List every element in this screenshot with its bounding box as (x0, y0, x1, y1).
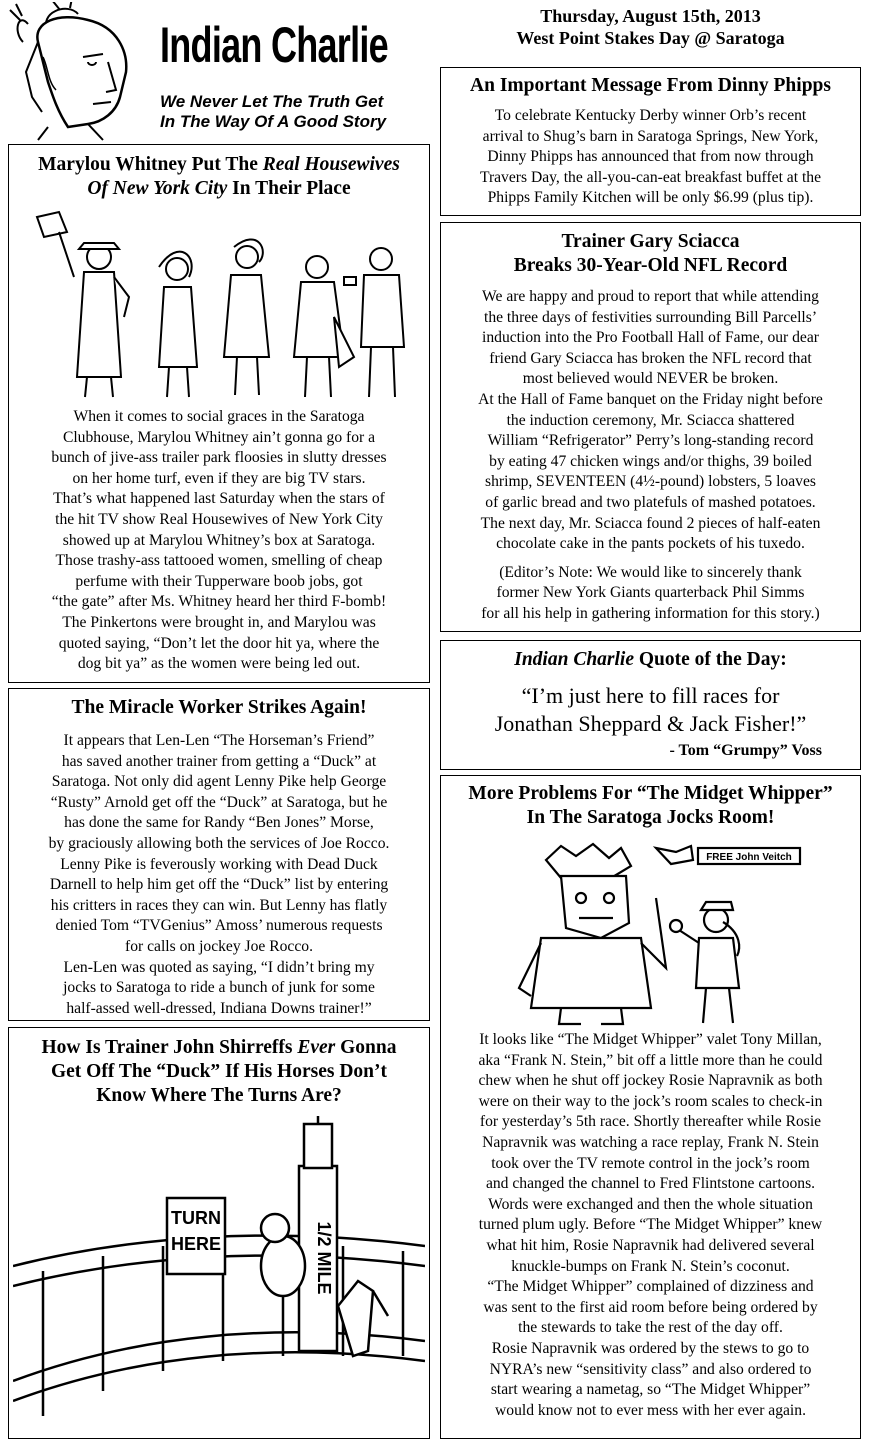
body-line: Rosie Napravnik was ordered by the stews to go to (491, 1339, 810, 1357)
body-line: the induction ceremony, Mr. Sciacca shattered (506, 411, 795, 429)
body-line: “Rusty” Arnold get off the “Duck” at Saratoga, but he (50, 793, 388, 811)
headline-part: How Is Trainer John Shirreffs (41, 1037, 298, 1058)
headline-part: Marylou Whitney Put The (38, 154, 263, 175)
quote-attribution: - Tom “Grumpy” Voss (669, 742, 822, 759)
article-body (441, 106, 860, 209)
headline-italic: Indian Charlie (514, 649, 635, 670)
free-veitch-banner: FREE John Veitch (706, 852, 792, 863)
body-line: That’s what happened last Saturday when the stars of (53, 490, 385, 508)
headline (441, 782, 860, 830)
body-line: It looks like “The Midget Whipper” valet Tony Millan, (479, 1031, 822, 1048)
body-line: chocolate cake in the pants pockets of his tuxedo. (496, 535, 805, 553)
headline-line-2: Breaks 30-Year-Old NFL Record (513, 255, 788, 276)
body-line: chew when he shut off jockey Rosie Napravnik as both (478, 1072, 823, 1090)
body-line: Len-Len was quoted as saying, “I didn’t bring my (63, 958, 375, 976)
body-line: Clubhouse, Marylou Whitney ain’t gonna go for a (62, 428, 376, 446)
body-line: the stewards to take the rest of the day off. (518, 1319, 783, 1337)
headline-line-1: More Problems For “The Midget Whipper” (468, 783, 833, 804)
headline-part-2: In Their Place (227, 178, 351, 199)
masthead-title: Indian Charlie (160, 17, 388, 73)
body-line: his critters in races they can win. But Lenny has flatly (50, 896, 388, 914)
body-line: for all his help in gathering information for this story.) (481, 604, 820, 622)
date: Thursday, August 15th, 2013 (540, 6, 761, 26)
body-line: would know not to ever mess with her ever again. (495, 1401, 806, 1419)
body-line: The next day, Mr. Sciacca found 2 pieces of half-eaten (480, 514, 821, 532)
body-line: To celebrate Kentucky Derby winner Orb’s recent (494, 107, 807, 124)
body-line: the three days of festivities surrounding Bill Parcells’ (483, 308, 818, 326)
article-phipps (440, 67, 861, 216)
quote-text (441, 682, 860, 738)
event-name: West Point Stakes Day @ Saratoga (516, 28, 785, 48)
body-line: the hit TV show Real Housewives of New York City (55, 510, 383, 528)
headline-line-2: Get Off The “Duck” If His Horses Don’t (50, 1061, 387, 1082)
body-line: dog bit ya” as the women were being led out. (77, 655, 361, 673)
body-line: perfume with their Tupperware boob jobs, got (75, 572, 363, 590)
body-line: for calls on jockey Joe Rocco. (125, 937, 313, 955)
article-sciacca (440, 222, 861, 632)
sign-here-text: HERE (170, 1234, 222, 1254)
body-line: Those trashy-ass tattooed women, smelling of cheap (55, 552, 383, 570)
body-line: most believed would NEVER be broken. (522, 370, 779, 388)
headline-italic-2: Of New York City (87, 178, 228, 199)
tagline-line-2: In The Way Of A Good Story (160, 112, 387, 131)
body-line: turned plum ugly. Before “The Midget Whipper” knew (478, 1216, 823, 1234)
headline: The Miracle Worker Strikes Again! (71, 697, 367, 718)
article-whitney (8, 144, 430, 683)
body-line: on her home turf, even if they are big TV stars. (72, 469, 366, 487)
headline-part-2: Gonna (335, 1037, 397, 1058)
body-line: for yesterday’s 5th race. Shortly thereafter while Rosie (479, 1113, 822, 1131)
article-body (9, 407, 429, 675)
headline (9, 153, 429, 201)
issue-date (440, 5, 861, 49)
body-line: bunch of jive-ass trailer park floosies in slutty dresses (51, 449, 387, 467)
body-line: Travers Day, the all-you-can-eat breakfast buffet at the (479, 168, 822, 186)
quote-of-the-day (440, 640, 861, 770)
article-miracle-worker (8, 688, 430, 1021)
headline: An Important Message From Dinny Phipps (470, 75, 831, 96)
body-line: NYRA’s new “sensitivity class” and also ordered to (489, 1360, 812, 1378)
headline-part: Quote of the Day: (634, 649, 787, 670)
body-line: and changed the channel to Fred Flintstone cartoons. (485, 1175, 816, 1193)
body-line: When it comes to social graces in the Saratoga (73, 408, 365, 425)
turn-here-cartoon (13, 1116, 425, 1434)
body-line: denied Tom “TVGenius” Amoss’ numerous requests (55, 917, 383, 935)
tagline-line-1: We Never Let The Truth Get (160, 92, 384, 111)
headline-italic: Real Housewives (262, 154, 400, 175)
body-line: William “Refrigerator” Perry’s long-standing record (487, 432, 814, 450)
body-line: (Editor’s Note: We would like to sincerely thank (499, 563, 802, 581)
body-line: The Pinkertons were brought in, and Marylou was (62, 613, 376, 631)
article-body (9, 731, 429, 1019)
body-line: “The Midget Whipper” complained of dizziness and (487, 1278, 814, 1296)
body-line: was sent to the first aid room before being ordered by (483, 1298, 818, 1316)
quote-line-1: “I’m just here to fill races for (521, 683, 780, 708)
body-line: took over the TV remote control in the jock’s room (491, 1154, 810, 1172)
body-line: by eating 47 chicken wings and/or thighs, 39 boiled (489, 452, 812, 470)
headline-line-3: Know Where The Turns Are? (96, 1085, 342, 1106)
body-line: aka “Frank N. Stein,” bit off a little more than he could (478, 1051, 823, 1069)
body-line: Words were exchanged and then the whole situation (488, 1195, 813, 1213)
body-line: has saved another trainer from getting a “Duck” at (61, 752, 377, 770)
headline-italic: Ever (297, 1037, 336, 1058)
body-line: start wearing a nametag, so “The Midget Whipper” (490, 1381, 811, 1399)
body-line: Darnell to help him get off the “Duck” list by entering (49, 876, 389, 894)
body-line: quoted saying, “Don’t let the door hit ya, where the (58, 634, 380, 652)
body-line: induction into the Pro Football Hall of Fame, our dear (482, 329, 819, 347)
masthead-tagline (160, 92, 386, 132)
sign-turn-text: TURN (171, 1208, 221, 1228)
body-line: by graciously allowing both the services of Joe Rocco. (48, 834, 390, 852)
headline (441, 230, 860, 278)
body-line: We are happy and proud to report that while attending (482, 288, 819, 305)
body-line: arrival to Shug’s barn in Saratoga Springs, New York, (482, 127, 819, 145)
headline (441, 648, 860, 672)
body-line: of garlic bread and two platefuls of mashed potatoes. (485, 493, 816, 511)
headline-line-2: In The Saratoga Jocks Room! (526, 807, 775, 828)
body-line: what hit him, Rosie Napravnik had delivered several (486, 1236, 815, 1254)
body-line: former New York Giants quarterback Phil Simms (496, 584, 805, 602)
body-line: It appears that Len-Len “The Horseman’s Friend” (63, 732, 375, 749)
body-line: has done the same for Randy “Ben Jones” Morse, (64, 814, 374, 832)
body-line: half-assed well-dressed, Indiana Downs trainer!” (66, 999, 372, 1017)
headline (9, 1036, 429, 1108)
article-shirreffs (8, 1027, 430, 1439)
quote-line-2: Jonathan Sheppard & Jack Fisher!” (494, 711, 807, 736)
body-line: At the Hall of Fame banquet on the Friday night before (478, 390, 823, 408)
body-line: Saratoga. Not only did agent Lenny Pike help George (51, 773, 387, 791)
body-line: Dinny Phipps has announced that from now through (487, 148, 814, 166)
headline-line-1: Trainer Gary Sciacca (561, 231, 740, 252)
body-line: “the gate” after Ms. Whitney heard her third F-bomb! (51, 593, 387, 611)
body-line: jocks to Saratoga to ride a bunch of junk for some (63, 979, 375, 997)
jocks-room-cartoon (501, 838, 851, 1028)
body-line: friend Gary Sciacca has broken the NFL record that (489, 349, 812, 367)
housewives-cartoon (19, 207, 419, 405)
body-line: were on their way to the jock’s room scales to check-in (478, 1092, 823, 1110)
body-line: knuckle-bumps on Frank N. Stein’s coconut. (511, 1257, 790, 1275)
body-line: shrimp, SEVENTEEN (4½-pound) lobsters, 5 loaves (485, 473, 816, 491)
body-line: Phipps Family Kitchen will be only $6.99 (plus tip). (487, 189, 814, 207)
body-line: Napravnik was watching a race replay, Frank N. Stein (482, 1133, 819, 1151)
article-body (441, 287, 860, 625)
body-line: showed up at Marylou Whitney’s box at Saratoga. (62, 531, 376, 549)
article-midget-whipper (440, 775, 861, 1439)
half-mile-pole-text: 1/2 MILE (314, 1221, 334, 1295)
body-line: Lenny Pike is feverously working with Dead Duck (60, 855, 378, 873)
article-body (441, 1030, 860, 1421)
indian-head-logo (8, 2, 158, 142)
